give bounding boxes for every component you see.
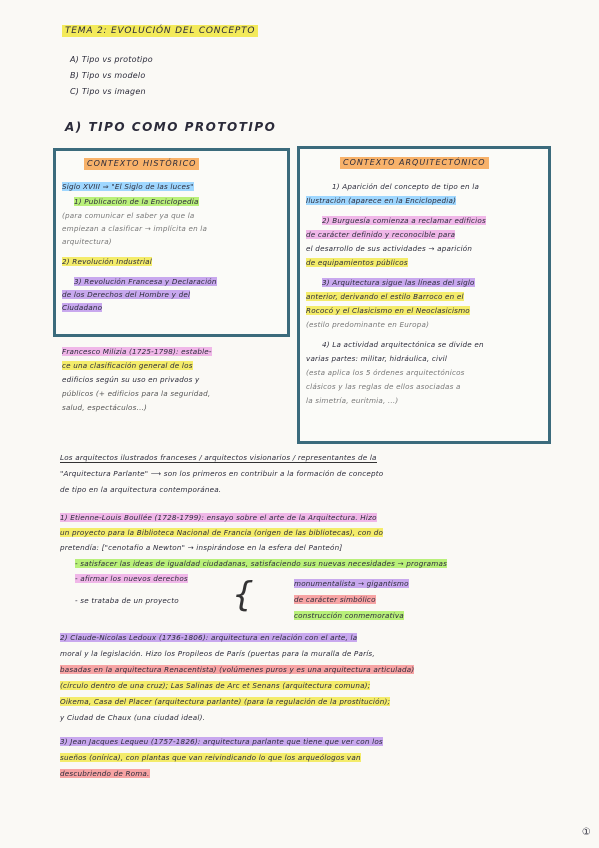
- text-line: Siglo XVIII ⇒ "El Siglo de las luces": [62, 182, 194, 191]
- bullet-item: - se trataba de un proyecto: [75, 596, 179, 605]
- bullet-item: - satisfacer las ideas de igualdad ciudadanas, satisfaciendo sus nuevas necesidades → programas: [75, 559, 448, 568]
- text-line: 2) Revolución Industrial: [62, 257, 152, 266]
- text-line: pretendía: ["cenotafio a Newton" → inspirándose en la esfera del Panteón]: [60, 543, 343, 552]
- text-line: sueños (onírica), con plantas que van reivindicando lo que los arqueólogos van: [60, 753, 361, 762]
- text-line: salud, espectáculos...): [62, 403, 148, 412]
- text-line: un proyecto para la Biblioteca Nacional de Francia (origen de las bibliotecas), con do: [60, 528, 384, 537]
- text-line: (estilo predominante en Europa): [306, 320, 430, 329]
- bullet-sub: construcción conmemorativa: [294, 611, 404, 620]
- text-line: de tipo en la arquitectura contemporánea.: [60, 485, 222, 494]
- text-line: la simetría, euritmia, ...): [306, 396, 399, 405]
- page-number: ①: [581, 827, 591, 838]
- text-line: (para comunicar el saber ya que la: [62, 211, 195, 220]
- text-line: de equipamientos públicos: [306, 258, 408, 267]
- text-line: varias partes: militar, hidráulica, civil: [306, 354, 448, 363]
- text-line: Los arquitectos ilustrados franceses / arquitectos visionarios / representantes de la: [60, 453, 377, 462]
- text-line: 2) Claude-Nicolas Ledoux (1736-1806): arquitectura en relación con el arte, la: [60, 633, 358, 642]
- text-line: "Arquitectura Parlante" ⟶ son los primeros en contribuir a la formación de concepto: [60, 469, 384, 478]
- text-line: ce una clasificación general de los: [62, 361, 193, 370]
- toc-item: A) Tipo vs prototipo: [70, 55, 153, 64]
- text-line: Rococó y el Clasicismo en el Neoclasicismo: [306, 306, 470, 315]
- text-line: (esta aplica los 5 órdenes arquitectónicos: [306, 368, 465, 377]
- text-line: basadas en la arquitectura Renacentista) (volúmenes puros y es una arquitectura articulada): [60, 665, 415, 674]
- text-line: (círculo dentro de una cruz); Las Salinas de Arc et Senans (arquitectura comuna);: [60, 681, 371, 690]
- text-line: 1) Etienne-Louis Boullée (1728-1799): ensayo sobre el arte de la Arquitectura. Hizo: [60, 513, 377, 522]
- text-line: Oikema, Casa del Placer (arquitectura parlante) (para la regulación de la prostitución);: [60, 697, 391, 706]
- text-line: descubriendo de Roma.: [60, 769, 150, 778]
- text-line: 3) Revolución Francesa y Declaración: [74, 277, 217, 286]
- text-line: de los Derechos del Hombre y del: [62, 290, 191, 299]
- brace-icon: {: [232, 575, 254, 615]
- text-line: moral y la legislación. Hizo los Propileos de París (puertas para la muralla de París,: [60, 649, 375, 658]
- text-line: arquitectura): [62, 237, 112, 246]
- text-line: Francesco Milizia (1725-1798): estable-: [62, 347, 212, 356]
- toc-item: B) Tipo vs modelo: [70, 71, 146, 80]
- text-line: empiezan a clasificar → implícita en la: [62, 224, 208, 233]
- text-line: clásicos y las reglas de ellos asociadas a: [306, 382, 461, 391]
- text-line: 1) Aparición del concepto de tipo en la: [332, 182, 480, 191]
- historical-context-box: [53, 148, 290, 337]
- page-title: TEMA 2: EVOLUCIÓN DEL CONCEPTO: [62, 25, 258, 37]
- section-heading: A) TIPO COMO PROTOTIPO: [65, 120, 277, 134]
- text-line: públicos (+ edificios para la seguridad,: [62, 389, 211, 398]
- text-line: 1) Publicación de la Enciclopedia: [74, 197, 199, 206]
- text-line: 3) Jean Jacques Lequeu (1757-1826): arquitectura parlante que tiene que ver con los: [60, 737, 383, 746]
- text-line: edificios según su uso en privados y: [62, 375, 200, 384]
- toc-item: C) Tipo vs imagen: [70, 87, 146, 96]
- box-title: CONTEXTO HISTÓRICO: [84, 158, 199, 170]
- text-line: el desarrollo de sus actividades → aparición: [306, 244, 473, 253]
- text-line: 4) La actividad arquitectónica se divide en: [322, 340, 484, 349]
- architectural-context-box: [297, 146, 551, 444]
- text-line: Ciudadano: [62, 303, 103, 312]
- text-line: y Ciudad de Chaux (una ciudad ideal).: [60, 713, 206, 722]
- bullet-sub: de carácter simbólico: [294, 595, 376, 604]
- text-line: 2) Burguesía comienza a reclamar edificios: [322, 216, 486, 225]
- box-title: CONTEXTO ARQUITECTÓNICO: [340, 157, 489, 169]
- text-line: de carácter definido y reconocible para: [306, 230, 456, 239]
- bullet-item: - afirmar los nuevos derechos: [75, 574, 188, 583]
- text-line: anterior, derivando el estilo Barroco en el: [306, 292, 464, 301]
- text-line: 3) Arquitectura sigue las líneas del siglo: [322, 278, 475, 287]
- bullet-sub: monumentalista → gigantismo: [294, 579, 409, 588]
- text-line: Ilustración (aparece en la Enciclopedia): [306, 196, 457, 205]
